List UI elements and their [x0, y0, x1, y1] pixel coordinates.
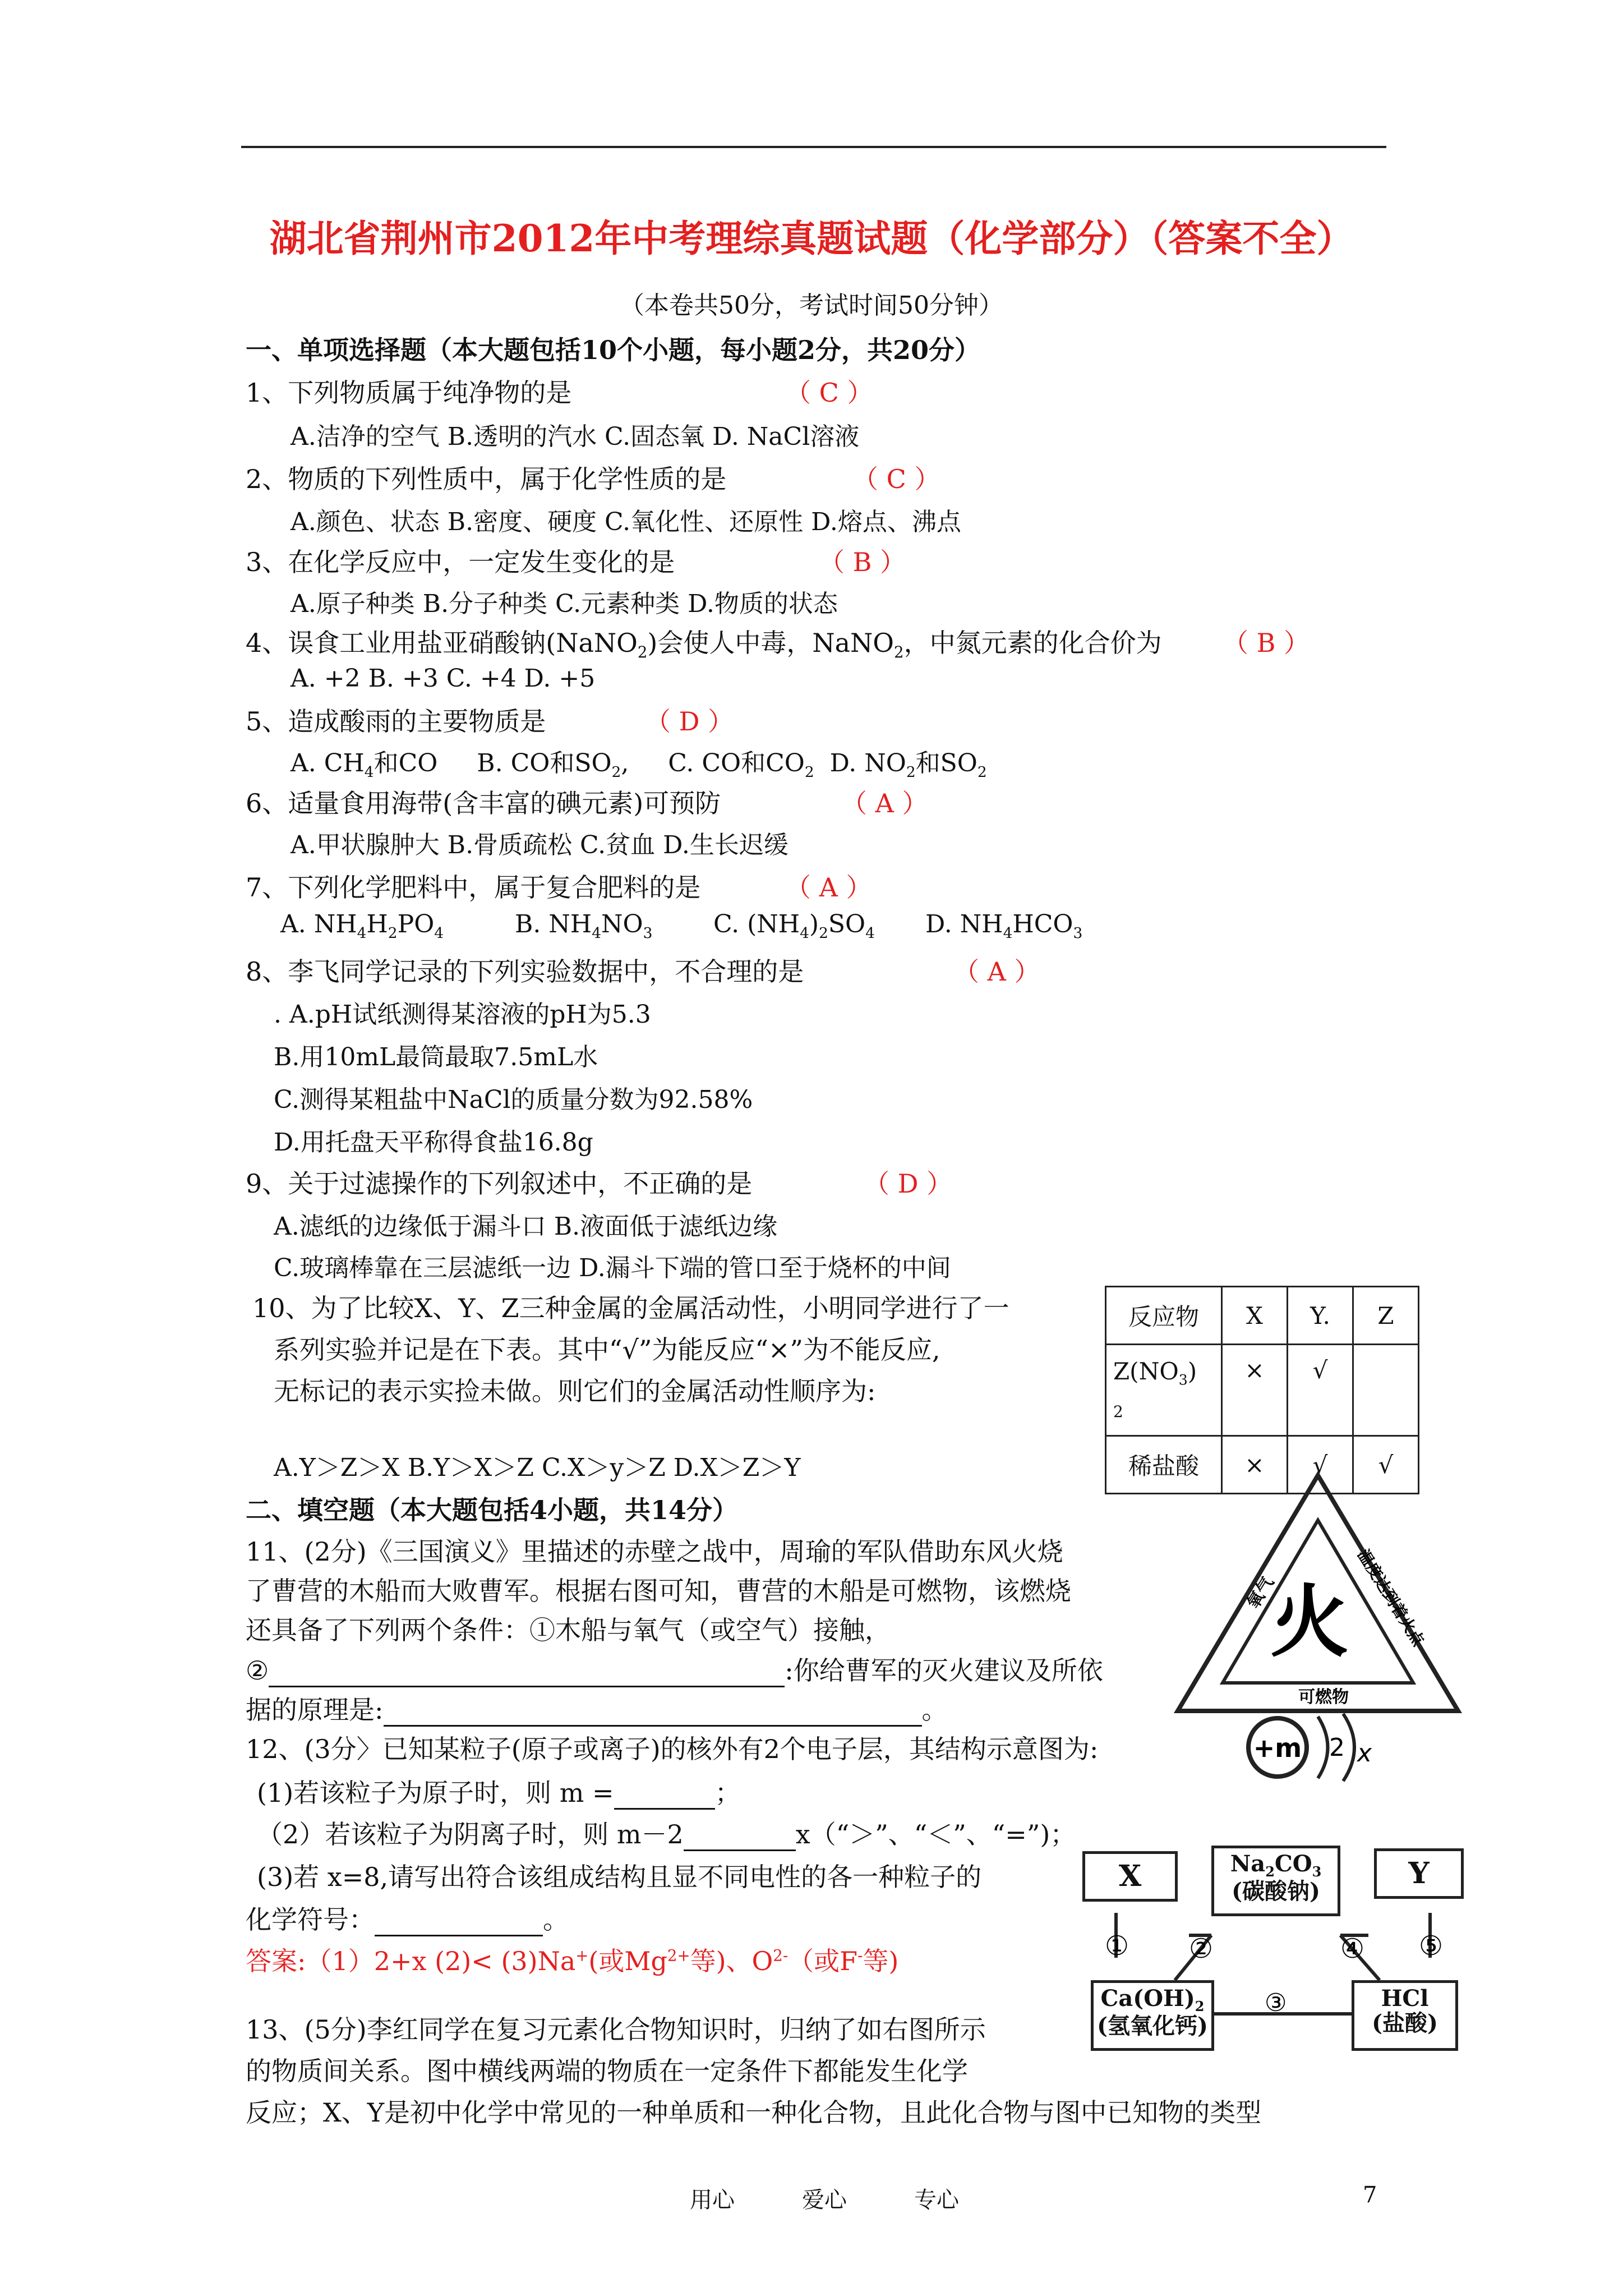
table-header: 反应物 — [1106, 1287, 1222, 1345]
q7-option-d: D. $NH_4HCO_3$ — [925, 910, 1083, 942]
header-rule — [241, 146, 1386, 148]
diagram-box-na2co3: $Na_2CO_3$ (碳酸钠) — [1211, 1846, 1340, 1916]
section1-heading: 一、单项选择题（本大题包括10个小题，每小题2分，共20分） — [246, 335, 981, 365]
q10-table — [1105, 1286, 1419, 1494]
q7-stem: 7、下列化学肥料中，属于复合肥料的是 — [246, 872, 701, 903]
relation-label-2: ② — [1189, 1933, 1214, 1964]
fire-right-label: 温度达到着火点 — [1354, 1546, 1428, 1649]
q7-option-c: C. $(NH_4)_2SO_4$ — [713, 910, 875, 942]
q7-answer: （ A ） — [785, 872, 872, 903]
q9-answer: （ D ） — [864, 1168, 953, 1199]
fire-bottom-label: 可燃物 — [1298, 1687, 1349, 1707]
q5-options: A. $CH_4$和CO B. CO和$SO_2$, C. CO和$CO_2$ D. $NO_2$和$SO_2$ — [291, 749, 987, 781]
q8-stem: 8、李飞同学记录的下列实验数据中，不合理的是 — [246, 956, 804, 987]
relation-label-1: ① — [1105, 1930, 1129, 1962]
relation-label-4: ④ — [1340, 1933, 1365, 1964]
table-cell: × — [1222, 1436, 1288, 1494]
q7-option-b: B. $NH_4NO_3$ — [515, 910, 653, 942]
q1-answer: （ C ） — [785, 378, 873, 408]
diagram-box-caoh2: $Ca(OH)_2$ (氢氧化钙) — [1091, 1980, 1214, 2051]
q11-blank-1[interactable] — [269, 1660, 785, 1687]
footer-mid: 爱心 — [802, 2187, 847, 2213]
q8-answer: （ A ） — [953, 956, 1040, 987]
q4-options: A. +2 B. +3 C. +4 D. +5 — [291, 664, 596, 693]
q2-answer: （ C ） — [852, 464, 940, 494]
q12-answer: 答案:（1）2+x (2)< (3)Na+(或$Mg^{2+}$等)、$O^{2-}$（或F-等) — [246, 1946, 899, 1976]
table-cell: √ — [1288, 1345, 1353, 1436]
section2-heading: 二、填空题（本大题包括4小题，共14分） — [246, 1495, 739, 1525]
table-header: Z — [1353, 1287, 1419, 1345]
q3-options: A.原子种类 B.分子种类 C.元素种类 D.物质的状态 — [291, 590, 838, 618]
table-header: Y. — [1288, 1287, 1353, 1345]
q12-sub1: (1)若该粒子为原子时，则 m = ； — [257, 1773, 741, 1810]
q12-blank-3[interactable] — [375, 1909, 543, 1936]
q11-line2: 了曹营的木船而大败曹军。根据右图可知，曹营的木船是可燃物，该燃烧 — [246, 1576, 1071, 1606]
q8-option-d: D.用托盘天平称得食盐16.8g — [274, 1128, 593, 1157]
q12-blank-2[interactable] — [684, 1824, 796, 1851]
q9-options-ab: A.滤纸的边缘低于漏斗口 B.液面低于滤纸边缘 — [274, 1212, 778, 1241]
page-title: 湖北省荆州市2012年中考理综真题试题（化学部分）（答案不全） — [269, 217, 1354, 260]
atom-structure-diagram — [1239, 1705, 1385, 1789]
q9-stem: 9、关于过滤操作的下列叙述中，不正确的是 — [246, 1168, 753, 1199]
q5-stem: 5、造成酸雨的主要物质是 — [246, 706, 546, 737]
q9-options-cd: C.玻璃棒靠在三层滤纸一边 D.漏斗下端的管口至于烧杯的中间 — [274, 1254, 951, 1282]
table-row-label: $Z(NO_3)$ 2 — [1106, 1345, 1222, 1436]
q12-line1: 12、(3分〉已知某粒子(原子或离子)的核外有2个电子层，其结构示意图为: — [246, 1734, 1099, 1764]
q11-line5: 据的原理是: 。 — [246, 1690, 948, 1727]
q12-sub2: （2）若该粒子为阴离子时，则 m－2 x（“＞”、“＜”、“=”)； — [257, 1814, 1076, 1851]
atom-shell1: 2 — [1329, 1733, 1345, 1762]
q8-option-b: B.用10mL最筒最取7.5mL水 — [274, 1043, 598, 1071]
q11-line3: 还具备了下列两个条件：①木船与氧气（或空气）接触， — [246, 1615, 891, 1645]
relation-label-3: ③ — [1265, 1989, 1287, 2017]
q6-options: A.甲状腺肿大 B.骨质疏松 C.贫血 D.生长迟缓 — [291, 831, 789, 859]
q11-blank-2[interactable] — [384, 1699, 922, 1727]
q13-line2: 的物质间关系。图中横线两端的物质在一定条件下都能发生化学 — [246, 2056, 968, 2086]
page-number: 7 — [1363, 2182, 1377, 2208]
q1-options: A.洁净的空气 B.透明的汽水 C.固态氧 D. NaCl溶液 — [291, 422, 860, 451]
q13-line3: 反应；X、Y是初中化学中常见的一种单质和一种化合物，且此化合物与图中已知物的类型 — [246, 2097, 1262, 2128]
table-cell: √ — [1288, 1436, 1353, 1494]
q4-answer: （ B ） — [1223, 628, 1310, 658]
fire-center-label: 火 — [1270, 1576, 1349, 1668]
fire-triangle-diagram — [1172, 1470, 1464, 1728]
q12-sub3: (3)若 x=8,请写出符合该组成结构且显不同电性的各一种粒子的 — [257, 1862, 982, 1892]
table-cell: √ — [1353, 1436, 1419, 1494]
q3-stem: 3、在化学反应中，一定发生变化的是 — [246, 547, 675, 577]
diagram-box-y: Y — [1374, 1848, 1464, 1899]
page-subtitle: （本卷共50分，考试时间50分钟） — [620, 291, 1003, 320]
q6-stem: 6、适量食用海带(含丰富的碘元素)可预防 — [246, 788, 721, 818]
q2-stem: 2、物质的下列性质中，属于化学性质的是 — [246, 464, 727, 494]
table-cell: × — [1222, 1345, 1288, 1436]
q5-answer: （ D ） — [645, 706, 734, 737]
q11-line1: 11、(2分)《三国演义》里描述的赤壁之战中，周瑜的军队借助东风火烧 — [246, 1536, 1063, 1567]
diagram-box-hcl: HCl (盐酸) — [1352, 1980, 1458, 2051]
q3-answer: （ B ） — [819, 547, 906, 577]
atom-shell2: x — [1357, 1739, 1372, 1768]
footer-right: 专心 — [914, 2187, 959, 2213]
table-row-label: 稀盐酸 — [1106, 1436, 1222, 1494]
q7-option-a: A. $NH_4H_2PO_4$ — [280, 910, 444, 942]
q1-stem: 1、下列物质属于纯净物的是 — [246, 378, 572, 408]
q2-options: A.颜色、状态 B.密度、硬度 C.氧化性、还原性 D.熔点、沸点 — [291, 508, 961, 536]
q10-line2: 系列实验并记是在下表。其中“√”为能反应“×”为不能反应, — [274, 1335, 940, 1365]
q8-option-a: . A.pH试纸测得某溶液的pH为5.3 — [274, 1000, 651, 1029]
q10-options: A.Y＞Z＞X B.Y＞X＞Z C.X＞y＞Z D.X＞Z＞Y — [274, 1453, 801, 1482]
footer-left: 用心 — [690, 2187, 735, 2213]
table-cell — [1353, 1345, 1419, 1436]
q10-line1: 10、为了比较X、Y、Z三种金属的金属活动性，小明同学进行了一 — [252, 1293, 1009, 1323]
atom-nucleus: +m — [1253, 1733, 1302, 1763]
diagram-box-x: X — [1082, 1851, 1178, 1902]
table-header: X — [1222, 1287, 1288, 1345]
q6-answer: （ A ） — [841, 788, 928, 818]
q11-line4: ② :你给曹军的灭火建议及所依 — [246, 1650, 1103, 1687]
q12-blank-1[interactable] — [614, 1782, 715, 1810]
fire-left-label: 氧气 — [1243, 1573, 1278, 1613]
q12-sub3-line2: 化学符号： 。 — [246, 1899, 569, 1936]
q4-stem: 4、误食工业用盐亚硝酸钠(NaNO$_2$)会使人中毒，NaNO$_2$，中氮元素的化合价为 — [246, 628, 1162, 662]
q10-line3: 无标记的表示实捡未做。则它们的金属活动性顺序为: — [274, 1376, 876, 1406]
q8-option-c: C.测得某粗盐中NaCl的质量分数为92.58% — [274, 1085, 753, 1114]
q13-line1: 13、(5分)李红同学在复习元素化合物知识时，归纳了如右图所示 — [246, 2014, 986, 2045]
relation-label-5: ⑤ — [1419, 1930, 1444, 1962]
